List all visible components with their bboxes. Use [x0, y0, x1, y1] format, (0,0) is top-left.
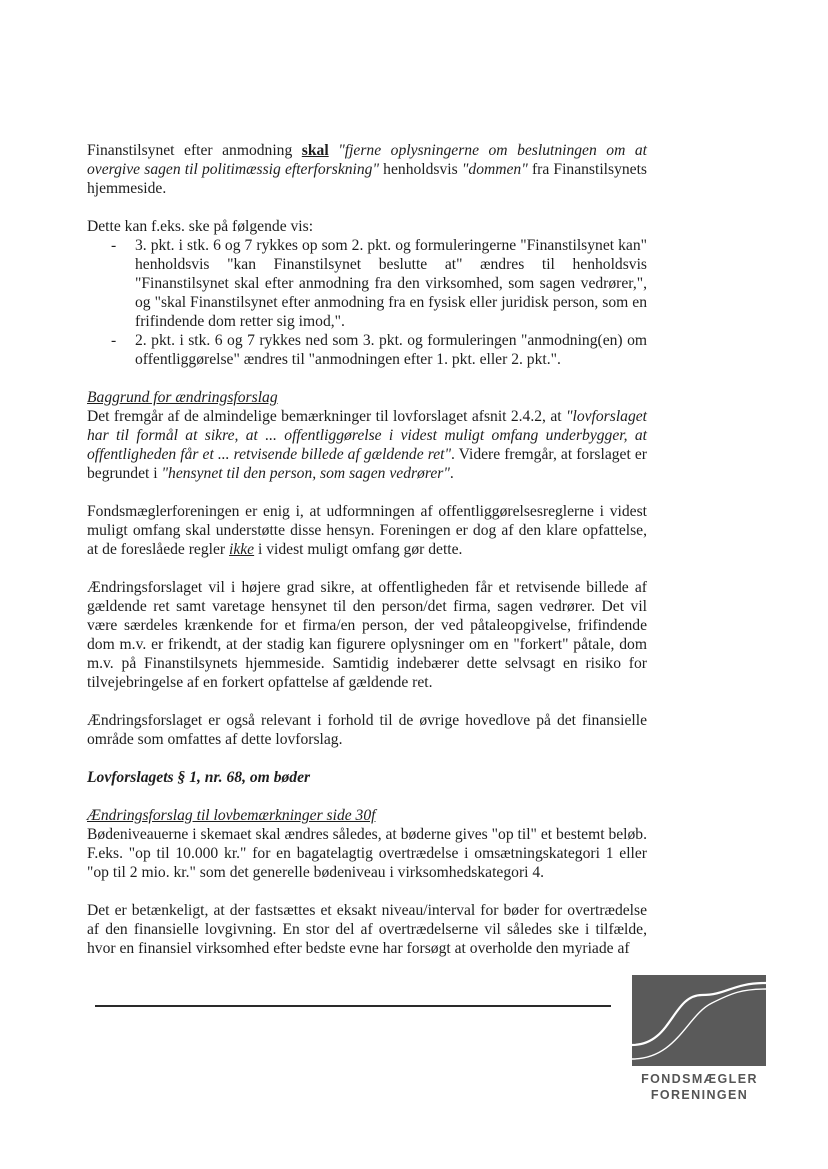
quote-span: "hensynet til den person, som sagen vedrører"	[161, 465, 450, 482]
text-span: i videst muligt omfang gør dette.	[254, 541, 463, 558]
text-span: Det fremgår af de almindelige bemærkninger til lovforslaget afsnit 2.4.2, at	[87, 408, 566, 425]
s-curve-logo-icon	[632, 975, 766, 1066]
paragraph-intro	[87, 141, 647, 198]
emphasis-ikke: ikke	[229, 541, 255, 558]
text-span: Finanstilsynet efter anmodning	[87, 142, 302, 159]
quote-span: "fjerne oplysningerne om beslutningen om at overgive sagen til politimæssig efterforskning"	[87, 142, 648, 178]
quote-span: "dommen"	[461, 161, 528, 178]
paragraph-background	[87, 407, 647, 483]
text-span: fra Finanstilsynets hjemmeside.	[87, 161, 647, 197]
text-span: . Videre fremgår, at forslaget er begrundet i	[87, 446, 647, 482]
footer-divider	[95, 1005, 611, 1007]
quote-span: "lovforslaget har til formål at sikre, at ... offentliggørelse i videst muligt omfang underbygger, at offentligheden får et ... retvisende billede af gældende ret"	[87, 408, 647, 463]
list-item: - 2. pkt. i stk. 6 og 7 rykkes ned som 3. pkt. og formuleringen "anmodning(en) om offentliggørelse" ændres til "anmodningen efter 1. pkt. eller 2. pkt.".	[87, 331, 647, 369]
paragraph-example-intro: Dette kan f.eks. ske på følgende vis:	[87, 218, 314, 235]
fondsmaegler-logo	[632, 975, 767, 1103]
section-heading-boder: Lovforslagets § 1, nr. 68, om bøder	[87, 769, 311, 786]
section-heading-baggrund: Baggrund for ændringsforslag	[87, 389, 278, 406]
subheading-amendment: Ændringsforslag til lovbemærkninger side 30f	[87, 807, 376, 824]
list-item: - 3. pkt. i stk. 6 og 7 rykkes op som 2. pkt. og formuleringerne "Finanstilsynet kan" henholdsvis "kan Finanstilsynet beslutte at" ændres til henholdsvis "Finanstilsynet skal efter anmodning fra den virksomhed, som sagen vedrører,", og "skal Finanstilsynet efter anmodning fra en fysisk eller juridisk person, som en frifindende dom retter sig imod,".	[87, 236, 647, 331]
text-span	[329, 142, 339, 159]
dash-list	[87, 236, 647, 369]
paragraph-concern: Det er betænkeligt, at der fastsættes et eksakt niveau/interval for bøder for overtrædelse af den finansielle lovgivning. En stor del af overtrædelserne vil således ske i tilfælde, hvor en finansiel virksomhed efter bedste evne har forsøgt at overholde den myriade af	[87, 902, 647, 957]
paragraph-fine-levels: Bødeniveauerne i skemaet skal ændres således, at bøderne gives "op til" et bestemt beløb. F.eks. "op til 10.000 kr." for en bagatelagtig overtrædelse i omsætningskategori 1 eller "op til 2 mio. kr." som det generelle bødeniveau i virksomhedskategori 4.	[87, 826, 647, 881]
text-span: .	[449, 465, 454, 482]
logo-line-1: FONDSMÆGLER	[641, 1072, 758, 1086]
logo-line-2: FORENINGEN	[650, 1088, 749, 1102]
emphasis-skal: skal	[301, 142, 329, 159]
paragraph-amendment-effect: Ændringsforslaget vil i højere grad sikre, at offentligheden får et retvisende billede af gældende ret samt varetage hensynet til den person/det firma, sagen vedrører. Det vil være særdeles krænkende for et firma/en person, der ved påtaleopgivelse, frifindende dom m.v. er frikendt, at der stadig kan figurere oplysninger om en "forkert" påtale, dom m.v. på Finanstilsynets hjemmeside. Samtidig indebærer dette selvsagt en risiko for tilvejebringelse af en forkert opfattelse af gældende ret.	[87, 579, 647, 691]
paragraph-opinion	[87, 502, 647, 559]
text-span: henholdsvis	[379, 161, 462, 178]
paragraph-relevance: Ændringsforslaget er også relevant i forhold til de øvrige hovedlove på det finansielle område som omfattes af dette lovforslag.	[87, 712, 647, 748]
text-span: Fondsmæglerforeningen er enig i, at udformningen af offentliggørelsesreglerne i videst muligt omfang skal understøtte disse hensyn. Foreningen er dog af den klare opfattelse, at de foreslåede regler	[87, 503, 647, 558]
logo-wordmark	[632, 1071, 767, 1103]
document-body	[87, 141, 647, 958]
